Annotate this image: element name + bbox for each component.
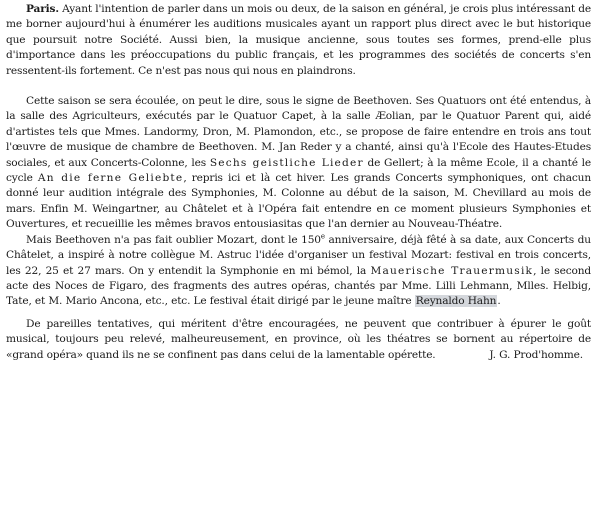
paragraph-mozart-text-a: Mais Beethoven n'a pas fait oublier Mozart, dont le 150 bbox=[26, 233, 321, 246]
paragraph-beethoven-text-e: , repris ici et là cet hiver. Les grands Concerts symphoniques, ont chacun donné leur audition intégrale des Symphonies, M. Colonne au début de la saison, M. Chevillard au mois de mars. Enfin M. Weingartner, au Châtelet et à l'Opéra fait entendre en ce moment plusieurs Symphonies et Ouvertures, et recueillie les mêmes bravos entousiasitas que l'an dernier au Nouveau-Théatre. bbox=[6, 172, 592, 231]
paragraph-mozart-text-b: anniversaire, déjà fêté à sa date, aux Concerts du Châtelet, a inspiré à notre collègue M. Astruc l'idée d'organiser un festival Mozart: festival en trois concerts, les 22, 25 et 27 mars. On y entendit la Symphonie en mi bémol, la bbox=[6, 233, 591, 277]
highlighted-name[interactable]: Reynaldo Hahn bbox=[415, 295, 497, 308]
paragraph-conclusion bbox=[6, 317, 591, 363]
work-title-ferne-geliebte: An die ferne Geliebte bbox=[37, 172, 184, 185]
ordinal-superscript: e bbox=[320, 232, 325, 241]
work-title-sechs-lieder: Sechs geistliche Lieder bbox=[209, 156, 364, 169]
paragraph-mozart-text-e: . bbox=[497, 295, 501, 308]
paragraph-intro bbox=[6, 2, 591, 79]
paragraph-beethoven-text-a: Cette saison se sera écoulée, on peut le dire, sous le signe de Beethoven. Ses Quatuors ont été entendus, à la salle des Agriculteurs, exécutés par le Quatuor Capet, à la salle Æolian, par le Quatuor Parent qui, aidé d'artistes tels que Mmes. Landormy, Dron, M. Plamondon, etc., se propose de faire entendre en trois ans tout l'œuvre de musique de chambre de Beethoven. M. Jan Reder y a chanté, ainsi qu'à l'Ecole des Hautes-Etudes sociales, et aux Concerts-Colonne, les bbox=[6, 95, 591, 169]
author-signature: J. G. Prod'homme. bbox=[489, 348, 583, 361]
paragraph-beethoven bbox=[6, 94, 591, 233]
paragraph-intro-text: Ayant l'intention de parler dans un mois ou deux, de la saison en général, je crois plus intéressant de me borner aujourd'hui à énumérer les auditions musicales ayant un rapport plus direct avec le but historique que poursuit notre Société. Aussi bien, la musique ancienne, sous toutes ses formes, prend-elle plus d'importance dans les préoccupations du public français, et les programmes des sociétés de concerts s'en ressentent-ils fortement. Ce n'est pas nous qui nous en plaindrons. bbox=[6, 3, 591, 77]
paragraph-beethoven-text-c: de Gellert; à la même Ecole, il a chanté le cycle bbox=[6, 156, 592, 185]
dateline: Paris. bbox=[26, 3, 59, 15]
work-title-trauermusik: Mauerische Trauermusik bbox=[370, 264, 534, 277]
paragraph-conclusion-text: De pareilles tentatives, qui méritent d'être encouragées, ne peuvent que contribuer à épurer le goût musical, toujours peu relevé, malheureusement, en province, où les théatres se bornent au répertoire de «grand opéra» quand ils ne se confinent pas dans celui de la lamentable opérette. bbox=[6, 317, 591, 361]
paragraph-mozart bbox=[6, 233, 591, 310]
paragraph-mozart-text-d: , le second acte des Noces de Figaro, des fragments des autres opéras, chantés par Mme. Lilli Lehmann, Mlles. Helbig, Tate, et M. Mario Ancona, etc., etc. Le festival était dirigé par le jeune maître bbox=[6, 264, 592, 308]
